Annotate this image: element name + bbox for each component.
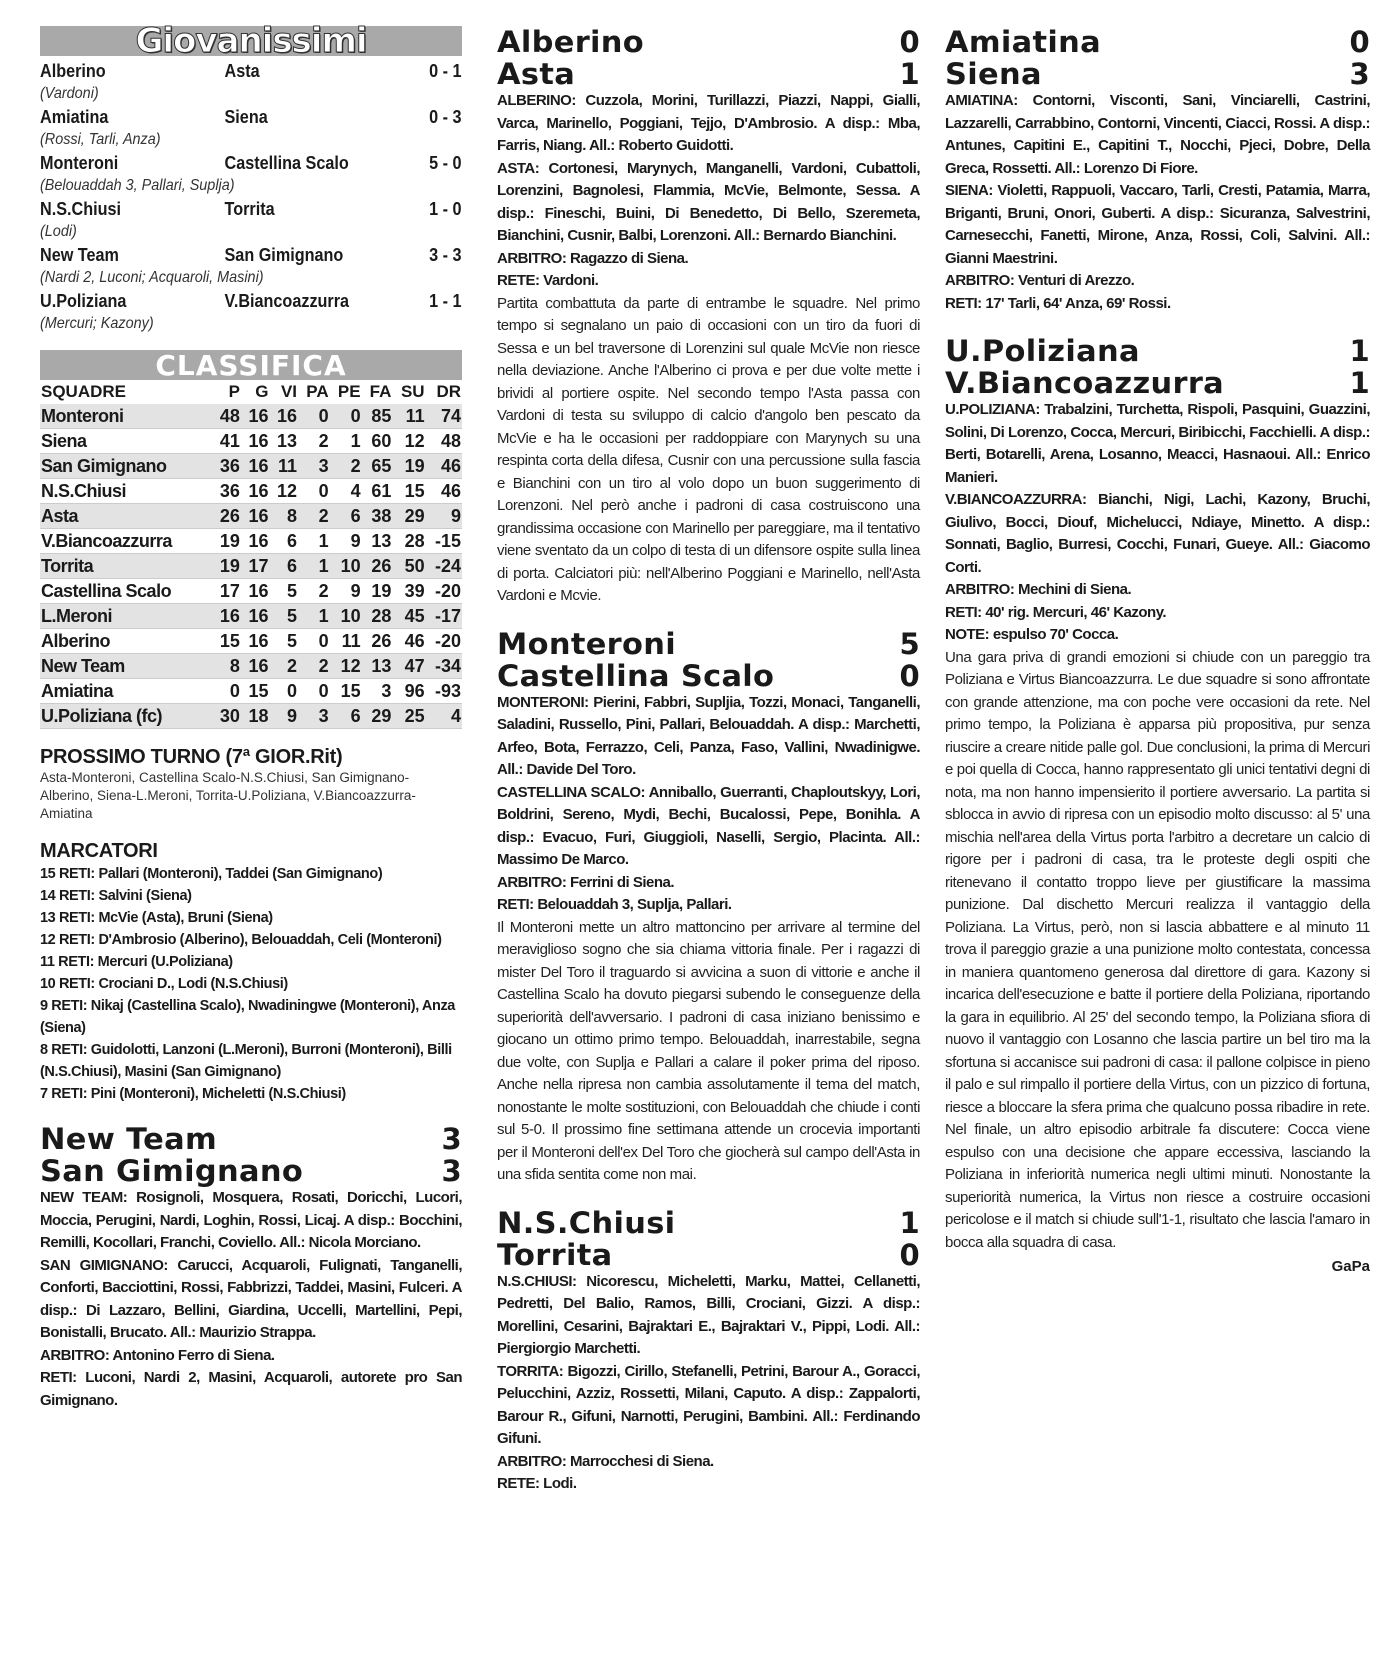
home-score: 0 bbox=[1349, 25, 1370, 59]
home-score: 3 bbox=[441, 1122, 462, 1156]
next-round-title: PROSSIMO TURNO (7ª GIOR.Rit) bbox=[40, 746, 343, 768]
stat-cell: 5 bbox=[269, 604, 298, 629]
stat-cell: 13 bbox=[362, 654, 393, 679]
stat-cell: 9 bbox=[426, 504, 462, 529]
lineup: NEW TEAM: Rosignoli, Mosquera, Rosati, Doricchi, Lucori, Moccia, Perugini, Nardi, Loghin, Rossi, Licaj. A disp.: Bocchini, Remilli, Kocollari, Franchi, Coviello. All.: Nicola Morciano. bbox=[40, 1189, 462, 1251]
stat-cell: 96 bbox=[392, 679, 425, 704]
home-team: Alberino bbox=[40, 61, 106, 81]
stat-cell: 12 bbox=[330, 654, 362, 679]
stat-cell: 0 bbox=[269, 679, 298, 704]
lineup: SAN GIMIGNANO: Carucci, Acquaroli, Fulignati, Tanganelli, Conforti, Bacciottini, Rossi, Fabbrizzi, Taddei, Masini, Fulceri. A disp.: Di Lazzaro, Bellini, Giardina, Uccelli, Martellini, Pepi, Bonistalli, Brucato. All.: Maurizio Strappa. bbox=[40, 1256, 462, 1341]
standings-row bbox=[40, 579, 462, 604]
home-team: Amiatina bbox=[40, 107, 109, 127]
away-team: Asta bbox=[224, 61, 260, 81]
match-report-newteam bbox=[40, 1123, 462, 1412]
right-column bbox=[945, 26, 1370, 1295]
lineup: U.POLIZIANA: Trabalzini, Turchetta, Rispoli, Pasquini, Guazzini, Solini, Di Lorenzo, Cocca, Mercuri, Biribicchi, Facchielli. A disp.: Berti, Botarelli, Arena, Losanno, Meacci, Hasnaoui. All.: Enrico Manieri. bbox=[945, 401, 1370, 486]
result-item bbox=[40, 198, 462, 244]
scorers: (Nardi 2, Luconi; Acquaroli, Masini) bbox=[40, 269, 264, 286]
score: 0 - 3 bbox=[429, 107, 462, 127]
scorers-line: 13 RETI: McVie (Asta), Bruni (Siena) bbox=[40, 910, 273, 926]
stat-cell: 15 bbox=[392, 479, 425, 504]
stat-cell: 26 bbox=[362, 629, 393, 654]
stat-cell: 36 bbox=[212, 454, 241, 479]
result-item bbox=[40, 290, 462, 336]
standings-header-cell: SU bbox=[400, 382, 425, 401]
next-round-fixtures: Asta-Monteroni, Castellina Scalo-N.S.Chiusi, San Gimignano-Alberino, Siena-L.Meroni, Torrita-U.Poliziana, V.Biancoazzurra-Amiatina bbox=[40, 770, 416, 821]
referee: ARBITRO: Venturi di Arezzo. bbox=[945, 272, 1135, 289]
stat-cell: 2 bbox=[298, 579, 330, 604]
lineup: SIENA: Violetti, Rappuoli, Vaccaro, Tarli, Cresti, Patamia, Marra, Briganti, Bruni, Onori, Guberti. A disp.: Sicuranza, Salvestrini, Carnesecchi, Fanetti, Mirone, Anza, Rossi, Coli, Salvini. All.: Gianni Maestrini. bbox=[945, 182, 1370, 267]
standings-row bbox=[40, 679, 462, 704]
standings-row bbox=[40, 554, 462, 579]
result-item bbox=[40, 106, 462, 152]
stat-cell: 3 bbox=[362, 679, 393, 704]
goals: RETE: Vardoni. bbox=[497, 272, 599, 289]
home-score: 1 bbox=[899, 1205, 920, 1240]
team-name: Alberino bbox=[40, 629, 212, 654]
stat-cell: 0 bbox=[330, 404, 362, 429]
stat-cell: 61 bbox=[362, 479, 393, 504]
stat-cell: 4 bbox=[426, 704, 462, 729]
stat-cell: 28 bbox=[362, 604, 393, 629]
stat-cell: 10 bbox=[330, 604, 362, 629]
away-score: 0 bbox=[899, 658, 920, 693]
stat-cell: 2 bbox=[298, 504, 330, 529]
classifica-banner: CLASSIFICA bbox=[40, 350, 462, 380]
stat-cell: 11 bbox=[392, 404, 425, 429]
scorers-line: 9 RETI: Nikaj (Castellina Scalo), Nwadiningwe (Monteroni), Anza (Siena) bbox=[40, 998, 455, 1036]
score: 1 - 0 bbox=[429, 199, 462, 219]
stat-cell: 45 bbox=[392, 604, 425, 629]
home-score: 1 bbox=[1349, 334, 1370, 368]
away-team: Torrita bbox=[224, 199, 275, 219]
stat-cell: 8 bbox=[212, 654, 241, 679]
away-team: V.Biancoazzurra bbox=[224, 291, 350, 311]
away-team: Castellina Scalo bbox=[224, 153, 349, 173]
scorers-title: MARCATORI bbox=[40, 840, 158, 862]
stat-cell: 29 bbox=[392, 504, 425, 529]
stat-cell: 13 bbox=[362, 529, 393, 554]
away-score: 1 bbox=[899, 57, 920, 91]
stat-cell: 6 bbox=[330, 704, 362, 729]
stat-cell: 5 bbox=[269, 579, 298, 604]
home-team: N.S.Chiusi bbox=[40, 199, 122, 219]
stat-cell: 16 bbox=[241, 629, 270, 654]
standings-row bbox=[40, 604, 462, 629]
scorers-list bbox=[40, 863, 462, 1105]
scorers: (Belouaddah 3, Pallari, Suplja) bbox=[40, 177, 235, 194]
standings-row bbox=[40, 454, 462, 479]
stat-cell: 11 bbox=[330, 629, 362, 654]
goals: RETI: Belouaddah 3, Suplja, Pallari. bbox=[497, 896, 732, 913]
stat-cell: 18 bbox=[241, 704, 270, 729]
standings-row bbox=[40, 654, 462, 679]
stat-cell: 16 bbox=[241, 429, 270, 454]
stat-cell: 0 bbox=[298, 629, 330, 654]
away-score: 3 bbox=[1349, 57, 1370, 91]
referee: ARBITRO: Mechini di Siena. bbox=[945, 581, 1132, 598]
stat-cell: 16 bbox=[241, 404, 270, 429]
team-name: V.Biancoazzurra bbox=[40, 529, 212, 554]
scorers-line: 10 RETI: Crociani D., Lodi (N.S.Chiusi) bbox=[40, 976, 288, 992]
stat-cell: 1 bbox=[298, 554, 330, 579]
stat-cell: 16 bbox=[212, 604, 241, 629]
match-report-alberino bbox=[497, 26, 920, 608]
team-name: New Team bbox=[40, 654, 212, 679]
away-team: San Gimignano bbox=[224, 245, 344, 265]
standings-table bbox=[40, 380, 462, 729]
referee: ARBITRO: Antonino Ferro di Siena. bbox=[40, 1346, 275, 1364]
goals: RETE: Lodi. bbox=[497, 1475, 577, 1492]
standings-header-cell: FA bbox=[369, 382, 392, 401]
home-team: New Team bbox=[40, 245, 119, 265]
stat-cell: 12 bbox=[269, 479, 298, 504]
results-list bbox=[40, 60, 462, 336]
score: 5 - 0 bbox=[429, 153, 462, 173]
referee: ARBITRO: Ferrini di Siena. bbox=[497, 873, 675, 891]
stat-cell: 16 bbox=[241, 579, 270, 604]
team-name: Torrita bbox=[40, 554, 212, 579]
stat-cell: 60 bbox=[362, 429, 393, 454]
away-team: Torrita bbox=[497, 1237, 613, 1272]
stat-cell: 85 bbox=[362, 404, 393, 429]
stat-cell: 0 bbox=[298, 479, 330, 504]
stat-cell: -34 bbox=[426, 654, 462, 679]
scorers: (Lodi) bbox=[40, 223, 77, 240]
stat-cell: 19 bbox=[212, 554, 241, 579]
stat-cell: 46 bbox=[426, 454, 462, 479]
stat-cell: 50 bbox=[392, 554, 425, 579]
stat-cell: 48 bbox=[212, 404, 241, 429]
scorers-line: 7 RETI: Pini (Monteroni), Micheletti (N.S.Chiusi) bbox=[40, 1086, 346, 1102]
away-score: 3 bbox=[441, 1154, 462, 1188]
stat-cell: 16 bbox=[241, 654, 270, 679]
home-score: 0 bbox=[899, 25, 920, 59]
stat-cell: 9 bbox=[269, 704, 298, 729]
home-team: U.Poliziana bbox=[40, 291, 127, 311]
home-team: N.S.Chiusi bbox=[497, 1205, 676, 1240]
stat-cell: 48 bbox=[426, 429, 462, 454]
stat-cell: 0 bbox=[298, 679, 330, 704]
goals: RETI: 17' Tarli, 64' Anza, 69' Rossi. bbox=[945, 294, 1171, 312]
result-item bbox=[40, 60, 462, 106]
stat-cell: 9 bbox=[330, 579, 362, 604]
match-report-amiatina bbox=[945, 26, 1370, 315]
stat-cell: 16 bbox=[241, 479, 270, 504]
scorers: (Vardoni) bbox=[40, 85, 99, 102]
report-text: Una gara priva di grandi emozioni si chiude con un pareggio tra Poliziana e Virtus Biancoazzurra. Le due squadre si sono affrontate con grande attenzione, ma con poche vere occasioni da rete. Nel primo tempo, la Poliziana è apparsa più propositiva, pur senza riuscire a creare nitide palle gol. Due conclusioni, la prima di Mercuri e poi quella di Cocca, hanno rappresentato gli unici tentativi degni di nota, ma non hanno impensierito il portiere avversario. La partita si sblocca in avvio di ripresa con un episodio molto discusso: al 5' una mischia nell'area della Virtus porta l'arbitro a decretare un calcio di rigore per i padroni di casa, tra le proteste degli ospiti che ritenevano il contatto troppo lieve per giustificare la massima punizione. Dal dischetto Mercuri realizza il vantaggio della Poliziana. La Virtus, però, non si lascia abbattere e al minuto 11 trova il pareggio grazie a una punizione molto contestata, concessa in maniera quantomeno generosa dal direttore di gara. Kazony si incarica dell'esecuzione e batte il portiere della Poliziana, riportando la gara in equilibrio. Al 25' del secondo tempo, la Poliziana sfiora di nuovo il vantaggio con Losanno che lascia partire un bel tiro ma la sfortuna si accanisce sui padroni di casa: il pallone colpisce in pieno il palo e sul rimpallo il portiere della Virtus, con un pizzico di fortuna, riesce a bloccare la sfera prima che qualcuno possa ribadire in rete. Nel finale, un altro episodio arbitrale fa discutere: Cocca viene espulso con una decisione che appare eccessiva, lasciando la Poliziana in inferiorità numerica negli ultimi minuti. Nonostante la superiorità numerica, la Virtus non riesce a costruire occasioni pericolose e il match si chiude sull'1-1, risultato che lascia l'amaro in bocca alla squadra di casa. bbox=[945, 648, 1370, 1251]
standings-row bbox=[40, 479, 462, 504]
standings-row bbox=[40, 504, 462, 529]
team-name: San Gimignano bbox=[40, 454, 212, 479]
match-report-monteroni bbox=[497, 628, 920, 1187]
referee: ARBITRO: Marrocchesi di Siena. bbox=[497, 1452, 714, 1470]
home-team: Amiatina bbox=[945, 25, 1102, 59]
scorers-line: 8 RETI: Guidolotti, Lanzoni (L.Meroni), Burroni (Monteroni), Billi (N.S.Chiusi), Masini (San Gimignano) bbox=[40, 1042, 452, 1080]
stat-cell: 19 bbox=[362, 579, 393, 604]
team-name: U.Poliziana (fc) bbox=[40, 704, 212, 729]
stat-cell: 0 bbox=[298, 404, 330, 429]
standings-row bbox=[40, 529, 462, 554]
lineup: TORRITA: Bigozzi, Cirillo, Stefanelli, Petrini, Barour A., Goracci, Pelucchini, Azziz, Rossetti, Milani, Caputo. A disp.: Zappalorti, Barour R., Gifuni, Narnotti, Perugini, Bambini. All.: Ferdinando Gifuni. bbox=[497, 1362, 920, 1447]
standings-row bbox=[40, 404, 462, 429]
stat-cell: 28 bbox=[392, 529, 425, 554]
stat-cell: 16 bbox=[241, 504, 270, 529]
stat-cell: 65 bbox=[362, 454, 393, 479]
stat-cell: 6 bbox=[269, 554, 298, 579]
referee: ARBITRO: Ragazzo di Siena. bbox=[497, 249, 689, 267]
middle-column bbox=[497, 26, 920, 1516]
stat-cell: 46 bbox=[426, 479, 462, 504]
report-text: Partita combattuta da parte di entrambe le squadre. Nel primo tempo si segnalano un paio di occasioni con un tiro da fuori di Sessa e un bel traversone di Lorenzini sul quale McVie non riesce nella deviazione. Anche l'Alberino ci prova e per due volte mette i brividi al portiere ospite. Nel secondo tempo l'Asta passa con Vardoni di testa su sviluppo di calcio d'angolo ben pescato da McVie e ha le occasioni per raddoppiare con Marynych su una respinta corta della difesa, Cusnir con una percussione sulla fascia e Bianchini con un tiro al volo dopo un buon suggerimento di Lorenzoni. Nel però anche i padroni di casa costruiscono una grandissima occasione con Marinello per pareggiare, ma il tentativo viene sventato da un colpo di testa di un difensore ospite sulla linea di porta. Calciatori più: nell'Alberino Poggiani e Marinello, nell'Asta Vardoni e Mcvie. bbox=[497, 294, 920, 604]
result-item bbox=[40, 244, 462, 290]
standings-header-cell: G bbox=[255, 382, 269, 401]
away-team: V.Biancoazzurra bbox=[945, 366, 1225, 400]
stat-cell: 11 bbox=[269, 454, 298, 479]
stat-cell: 26 bbox=[362, 554, 393, 579]
scorers: (Mercuri; Kazony) bbox=[40, 315, 154, 332]
stat-cell: 47 bbox=[392, 654, 425, 679]
score: 1 - 1 bbox=[429, 291, 462, 311]
stat-cell: 29 bbox=[362, 704, 393, 729]
stat-cell: 3 bbox=[298, 454, 330, 479]
stat-cell: 38 bbox=[362, 504, 393, 529]
notes: NOTE: espulso 70' Cocca. bbox=[945, 626, 1119, 643]
team-name: Amiatina bbox=[40, 679, 212, 704]
stat-cell: 39 bbox=[392, 579, 425, 604]
standings-header-cell: PA bbox=[306, 382, 329, 401]
lineup: ALBERINO: Cuzzola, Morini, Turillazzi, Piazzi, Nappi, Gialli, Varca, Marinello, Poggiani, Tejjo, D'Ambrosio. A disp.: Mba, Farris, Niang. All.: Roberto Guidotti. bbox=[497, 92, 920, 154]
goals: RETI: Luconi, Nardi 2, Masini, Acquaroli, autorete pro San Gimignano. bbox=[40, 1369, 462, 1409]
home-team: Monteroni bbox=[497, 626, 677, 661]
scorers-line: 12 RETI: D'Ambrosio (Alberino), Belouaddah, Celi (Monteroni) bbox=[40, 932, 442, 948]
stat-cell: -20 bbox=[426, 629, 462, 654]
stat-cell: 2 bbox=[298, 429, 330, 454]
standings-header-cell: PE bbox=[337, 382, 361, 401]
stat-cell: 2 bbox=[330, 454, 362, 479]
stat-cell: 3 bbox=[298, 704, 330, 729]
stat-cell: 36 bbox=[212, 479, 241, 504]
stat-cell: 19 bbox=[212, 529, 241, 554]
stat-cell: 13 bbox=[269, 429, 298, 454]
standings-header-cell: SQUADRE bbox=[41, 382, 127, 401]
score: 3 - 3 bbox=[429, 245, 462, 265]
stat-cell: 46 bbox=[392, 629, 425, 654]
lineup: V.BIANCOAZZURRA: Bianchi, Nigi, Lachi, Kazony, Bruchi, Giulivo, Bocci, Diouf, Michelucci, Ndiaye, Minetto. A disp.: Sonnati, Baglio, Burresi, Cocchi, Funari, Gueye. All.: Giacomo Corti. bbox=[945, 491, 1370, 576]
standings-header-cell: VI bbox=[280, 382, 298, 401]
stat-cell: 2 bbox=[269, 654, 298, 679]
home-score: 5 bbox=[899, 626, 920, 661]
stat-cell: 6 bbox=[269, 529, 298, 554]
away-team: San Gimignano bbox=[40, 1154, 304, 1188]
lineup: MONTERONI: Pierini, Fabbri, Supljia, Tozzi, Monaci, Tanganelli, Saladini, Russello, Pini, Pallari, Belouaddah. A disp.: Marchetti, Arfeo, Bota, Ferrazzo, Celi, Panza, Faso, Vallini, Nwadinigwe. All.: Davide Del Toro. bbox=[497, 693, 920, 778]
standings-row bbox=[40, 629, 462, 654]
stat-cell: 15 bbox=[212, 629, 241, 654]
home-team: U.Poliziana bbox=[945, 334, 1140, 368]
stat-cell: -20 bbox=[426, 579, 462, 604]
stat-cell: 1 bbox=[298, 604, 330, 629]
stat-cell: 26 bbox=[212, 504, 241, 529]
team-name: Castellina Scalo bbox=[40, 579, 212, 604]
match-report-chiusi bbox=[497, 1207, 920, 1496]
stat-cell: 15 bbox=[330, 679, 362, 704]
team-name: Siena bbox=[40, 429, 212, 454]
stat-cell: -24 bbox=[426, 554, 462, 579]
author-signature: GaPa bbox=[1331, 1258, 1370, 1275]
lineup: CASTELLINA SCALO: Anniballo, Guerranti, Chaploutskyy, Lori, Boldrini, Sereno, Mydi, Bechi, Bucalossi, Pepe, Bonihla. A disp.: Evacuo, Furi, Giuggioli, Naselli, Sergio, Placinta. All.: Massimo De Marco. bbox=[497, 783, 920, 868]
stat-cell: 6 bbox=[330, 504, 362, 529]
stat-cell: 8 bbox=[269, 504, 298, 529]
stat-cell: 17 bbox=[212, 579, 241, 604]
lineup: ASTA: Cortonesi, Marynych, Manganelli, Vardoni, Cubattoli, Lorenzini, Bagnolesi, Flammia, McVie, Belmonte, Sessa. A disp.: Fineschi, Buini, Di Benedetto, Di Bello, Szeremeta, Bianchini, Cusnir, Balbi, Lorenzoni. All.: Bernardo Bianchini. bbox=[497, 159, 920, 244]
stat-cell: 5 bbox=[269, 629, 298, 654]
team-name: Monteroni bbox=[40, 404, 212, 429]
away-score: 1 bbox=[1349, 366, 1370, 400]
match-report-poliziana bbox=[945, 335, 1370, 1275]
stat-cell: 16 bbox=[241, 604, 270, 629]
stat-cell: 16 bbox=[269, 404, 298, 429]
home-team: Alberino bbox=[497, 25, 645, 59]
standings-row bbox=[40, 429, 462, 454]
result-item bbox=[40, 152, 462, 198]
stat-cell: 4 bbox=[330, 479, 362, 504]
stat-cell: 30 bbox=[212, 704, 241, 729]
section-banner: Giovanissimi bbox=[40, 26, 462, 56]
stat-cell: 41 bbox=[212, 429, 241, 454]
stat-cell: 25 bbox=[392, 704, 425, 729]
stat-cell: 10 bbox=[330, 554, 362, 579]
stat-cell: 12 bbox=[392, 429, 425, 454]
standings-header-cell: DR bbox=[436, 382, 461, 401]
stat-cell: 1 bbox=[298, 529, 330, 554]
away-score: 0 bbox=[899, 1237, 920, 1272]
left-column bbox=[40, 21, 462, 1432]
home-team: New Team bbox=[40, 1122, 218, 1156]
away-team: Siena bbox=[224, 107, 268, 127]
scorers: (Rossi, Tarli, Anza) bbox=[40, 131, 161, 148]
lineup: AMIATINA: Contorni, Visconti, Sani, Vinciarelli, Castrini, Lazzarelli, Carrabbino, Contorni, Vincenti, Ciacci, Rossi. A disp.: Antunes, Capitini E., Capitini T., Nocchi, Pjeci, Dobre, Della Greca, Rossetti. All.: Lorenzo Di Fiore. bbox=[945, 92, 1370, 177]
scorers-line: 15 RETI: Pallari (Monteroni), Taddei (San Gimignano) bbox=[40, 866, 383, 882]
stat-cell: 74 bbox=[426, 404, 462, 429]
stat-cell: -17 bbox=[426, 604, 462, 629]
stat-cell: 17 bbox=[241, 554, 270, 579]
standings-header-cell: P bbox=[228, 382, 240, 401]
home-team: Monteroni bbox=[40, 153, 119, 173]
scorers-line: 11 RETI: Mercuri (U.Poliziana) bbox=[40, 954, 233, 970]
away-team: Castellina Scalo bbox=[497, 658, 775, 693]
scorers-line: 14 RETI: Salvini (Siena) bbox=[40, 888, 192, 904]
stat-cell: 1 bbox=[330, 429, 362, 454]
team-name: Asta bbox=[40, 504, 212, 529]
lineup: N.S.CHIUSI: Nicorescu, Micheletti, Marku, Mattei, Cellanetti, Pedretti, Del Balio, Ramos, Billi, Crociani, Gizzi. A disp.: Morellini, Cesarini, Bajraktari E., Bajraktari V., Pippi, Lodi. All.: Piergiorgio Marchetti. bbox=[497, 1272, 920, 1357]
away-team: Siena bbox=[945, 57, 1042, 91]
team-name: N.S.Chiusi bbox=[40, 479, 212, 504]
report-text: Il Monteroni mette un altro mattoncino per arrivare al termine del meraviglioso sogno che sia chiama vittoria finale. Per i ragazzi di mister Del Toro il traguardo si avvicina a suon di vittorie e anche il Castellina Scalo ha dovuto piegarsi subendo le conseguenze della superiorità dell'avversario. I padroni di casa iniziano benissimo e giocano un ottimo primo tempo. Belouaddah, inarrestabile, segna due volte, con Suplja e Pallari a calare il poker prima del riposo. Anche nella ripresa non cambia assolutamente il tema del match, nonostante le molte sostituzioni, con Belouaddah che chiude i conti sul 5-0. Il prossimo fine settimana attende un crocevia importanti per il Monteroni dell'ex Del Toro che giocherà sul campo dell'Asta in una sfida sentita come non mai. bbox=[497, 918, 920, 1183]
stat-cell: 16 bbox=[241, 529, 270, 554]
standings-row bbox=[40, 704, 462, 729]
stat-cell: 15 bbox=[241, 679, 270, 704]
team-name: L.Meroni bbox=[40, 604, 212, 629]
stat-cell: 2 bbox=[298, 654, 330, 679]
stat-cell: 19 bbox=[392, 454, 425, 479]
away-team: Asta bbox=[497, 57, 576, 91]
stat-cell: 16 bbox=[241, 454, 270, 479]
stat-cell: -93 bbox=[426, 679, 462, 704]
stat-cell: 9 bbox=[330, 529, 362, 554]
goals: RETI: 40' rig. Mercuri, 46' Kazony. bbox=[945, 603, 1167, 621]
score: 0 - 1 bbox=[429, 61, 462, 81]
stat-cell: -15 bbox=[426, 529, 462, 554]
stat-cell: 0 bbox=[212, 679, 241, 704]
